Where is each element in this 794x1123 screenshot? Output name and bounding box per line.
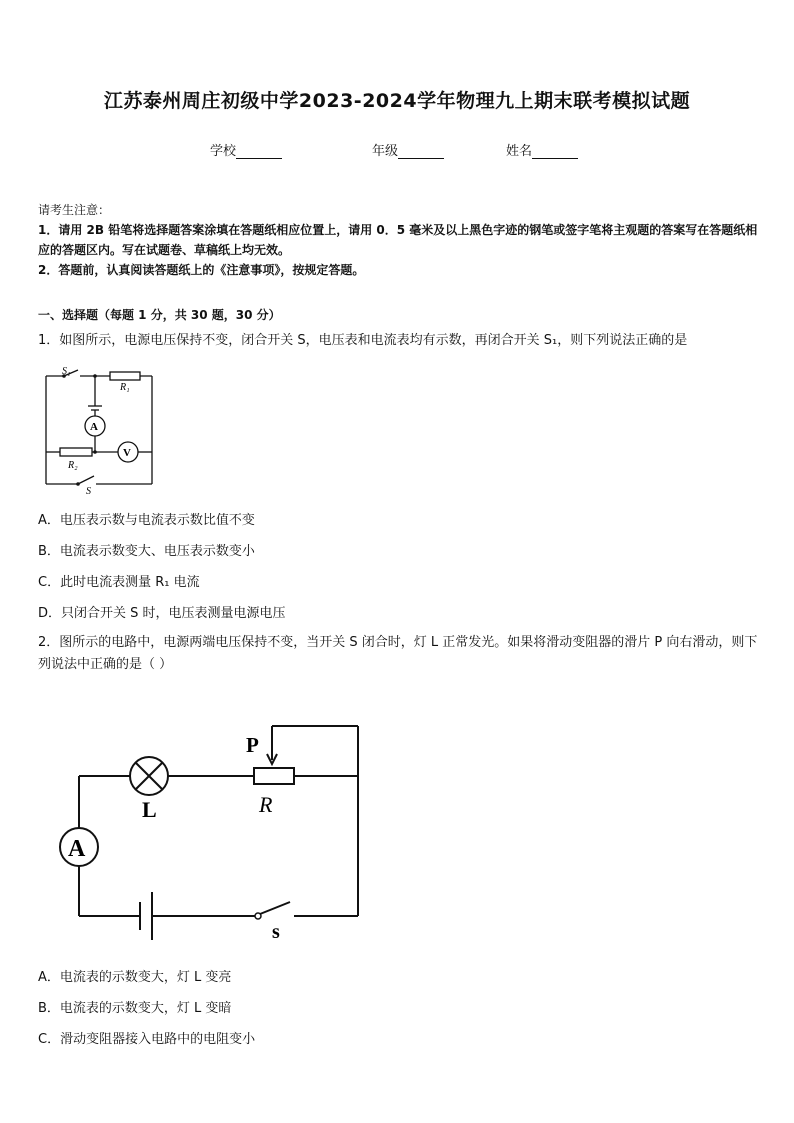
label-s1: S₁: [62, 366, 71, 377]
label-voltmeter: V: [123, 447, 131, 459]
q1-option-b: B．电流表示数变大、电压表示数变小: [38, 544, 255, 559]
label-r1: R₁: [120, 382, 130, 393]
question-1-circuit-diagram: [40, 364, 160, 496]
q2-option-c: C．滑动变阻器接入电路中的电阻变小: [38, 1032, 256, 1047]
section-heading: 一、选择题（每题 1 分，共 30 题，30 分）: [38, 308, 281, 322]
label-s: S: [86, 486, 91, 496]
q2-option-a: A．电流表的示数变大，灯 L 变亮: [38, 970, 232, 985]
label-resistor-r: R: [259, 792, 273, 817]
notice-item-1: 1．请用 2B 铅笔将选择题答案涂填在答题纸相应位置上，请用 0．5 毫米及以上黑色字迹的钢笔或签字笔将主观题的答案写在答题纸相应的答题区内。写在试题卷、草稿纸上均无效。: [38, 223, 758, 257]
notice-head: 请考生注意：: [38, 203, 111, 217]
name-field: 姓名: [506, 140, 578, 159]
q1-option-a: A．电压表示数与电流表示数比值不变: [38, 513, 255, 528]
question-2-circuit-diagram: [50, 720, 370, 946]
notice-block: [38, 200, 760, 280]
q1-option-c: C．此时电流表测量 R₁ 电流: [38, 575, 200, 590]
label-ammeter: A: [68, 836, 86, 862]
r2-resistor: [60, 448, 92, 456]
label-slider-p: P: [246, 733, 259, 757]
q1-option-d: D．只闭合开关 S 时，电压表测量电源电压: [38, 606, 286, 621]
r1-resistor: [110, 372, 140, 380]
school-field: 学校: [210, 140, 282, 159]
q2-option-b: B．电流表的示数变大，灯 L 变暗: [38, 1001, 232, 1016]
question-1-stem: 1．如图所示，电源电压保持不变，闭合开关 S，电压表和电流表均有示数，再闭合开关 S₁，则下列说法正确的是: [38, 333, 688, 348]
grade-field: 年级: [372, 140, 444, 159]
page-title: 江苏泰州周庄初级中学2023-2024学年物理九上期末联考模拟试题: [103, 90, 691, 112]
notice-item-2: 2．答题前，认真阅读答题纸上的《注意事项》，按规定答题。: [38, 263, 365, 277]
label-r2: R₂: [68, 460, 78, 471]
label-lamp-l: L: [142, 797, 157, 822]
question-2-stem: 2．图所示的电路中，电源两端电压保持不变，当开关 S 闭合时，灯 L 正常发光。如果将滑动变阻器的滑片 P 向右滑动，则下列说法中正确的是（ ）: [38, 635, 758, 672]
label-switch-s: s: [272, 921, 280, 943]
rheostat-resistor: [254, 768, 294, 784]
label-ammeter: A: [90, 421, 98, 433]
